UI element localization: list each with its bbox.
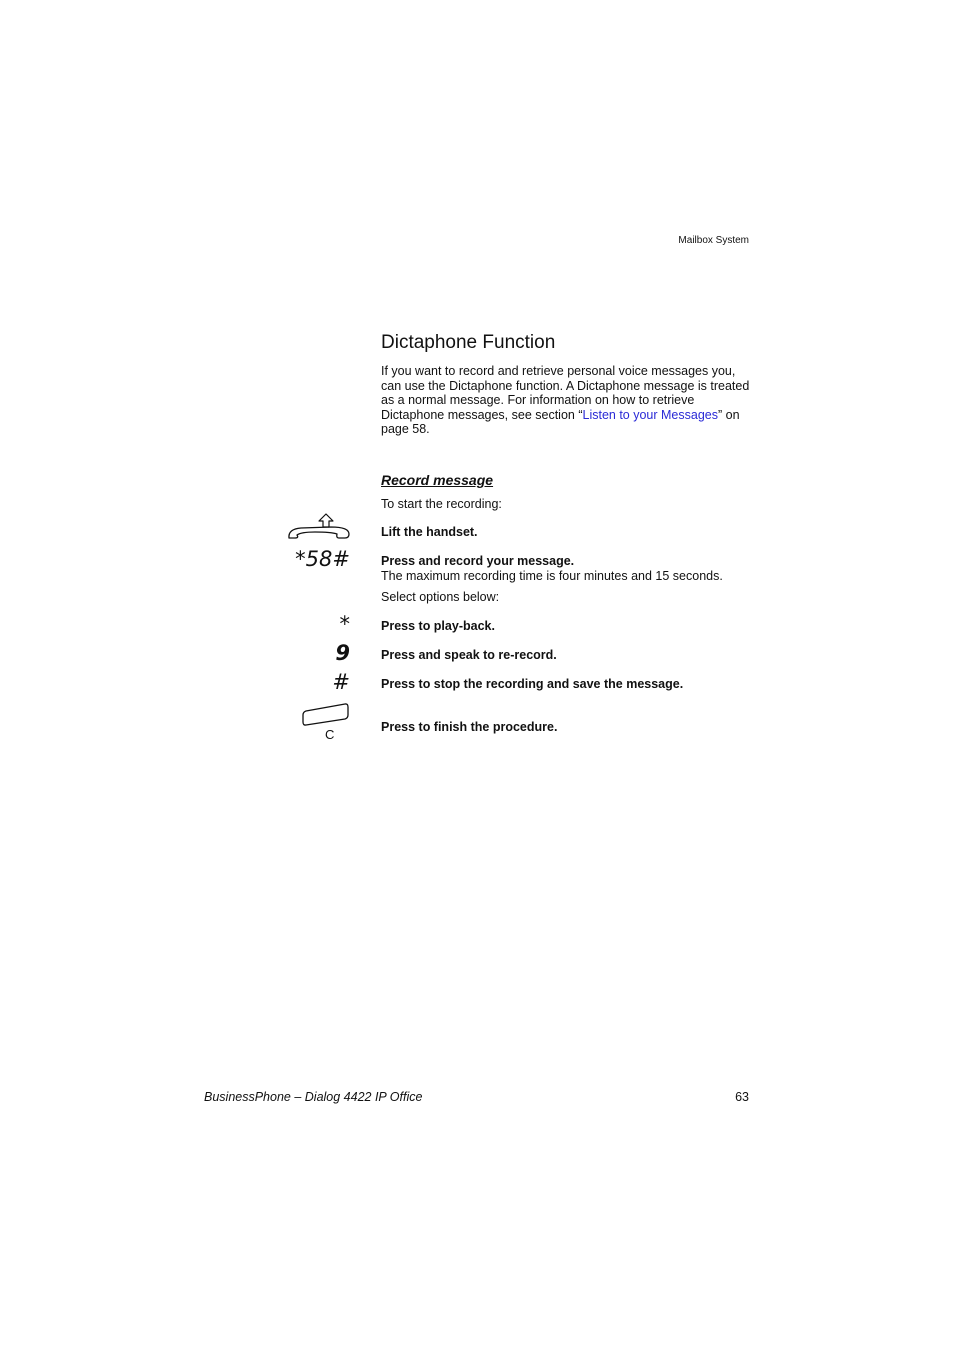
footer-title: BusinessPhone – Dialog 4422 IP Office [204,1090,423,1104]
listen-to-messages-link[interactable]: Listen to your Messages [582,407,718,422]
running-header: Mailbox System [678,235,749,246]
step-stop-label: Press to stop the recording and save the message. [381,677,684,691]
step-finish-label: Press to finish the procedure. [381,720,558,734]
step-record-note: The maximum recording time is four minutes and 15 seconds. [381,569,723,583]
step-record-label: Press and record your message. [381,554,575,568]
intro-text-start: If you want to record and retrieve personal voice messages you, can use the Dictaphone function. A Dictaphone message is treated as a normal message. For information on how to retrieve Dictaphone messages, see section “ [381,364,750,422]
step-lift-label: Lift the handset. [381,525,478,539]
intro-paragraph [381,364,753,437]
select-options-text: Select options below: [381,590,500,604]
page-title: Dictaphone Function [381,332,556,353]
keys-star-58-hash: *58# [295,547,350,571]
hash-key: # [332,670,350,694]
step-playback-label: Press to play-back. [381,619,495,633]
star-key: * [339,612,350,636]
nine-key: 9 [335,641,350,665]
handset-lift-icon [285,510,353,542]
step-rerecord-label: Press and speak to re-record. [381,648,557,662]
page-number: 63 [735,1090,749,1104]
intro-text-end: ” on page 58. [381,407,740,437]
clear-key-letter: C [325,727,335,742]
clear-key-icon [300,702,352,728]
section-subheading: Record message [381,472,494,488]
start-instruction: To start the recording: [381,497,502,511]
